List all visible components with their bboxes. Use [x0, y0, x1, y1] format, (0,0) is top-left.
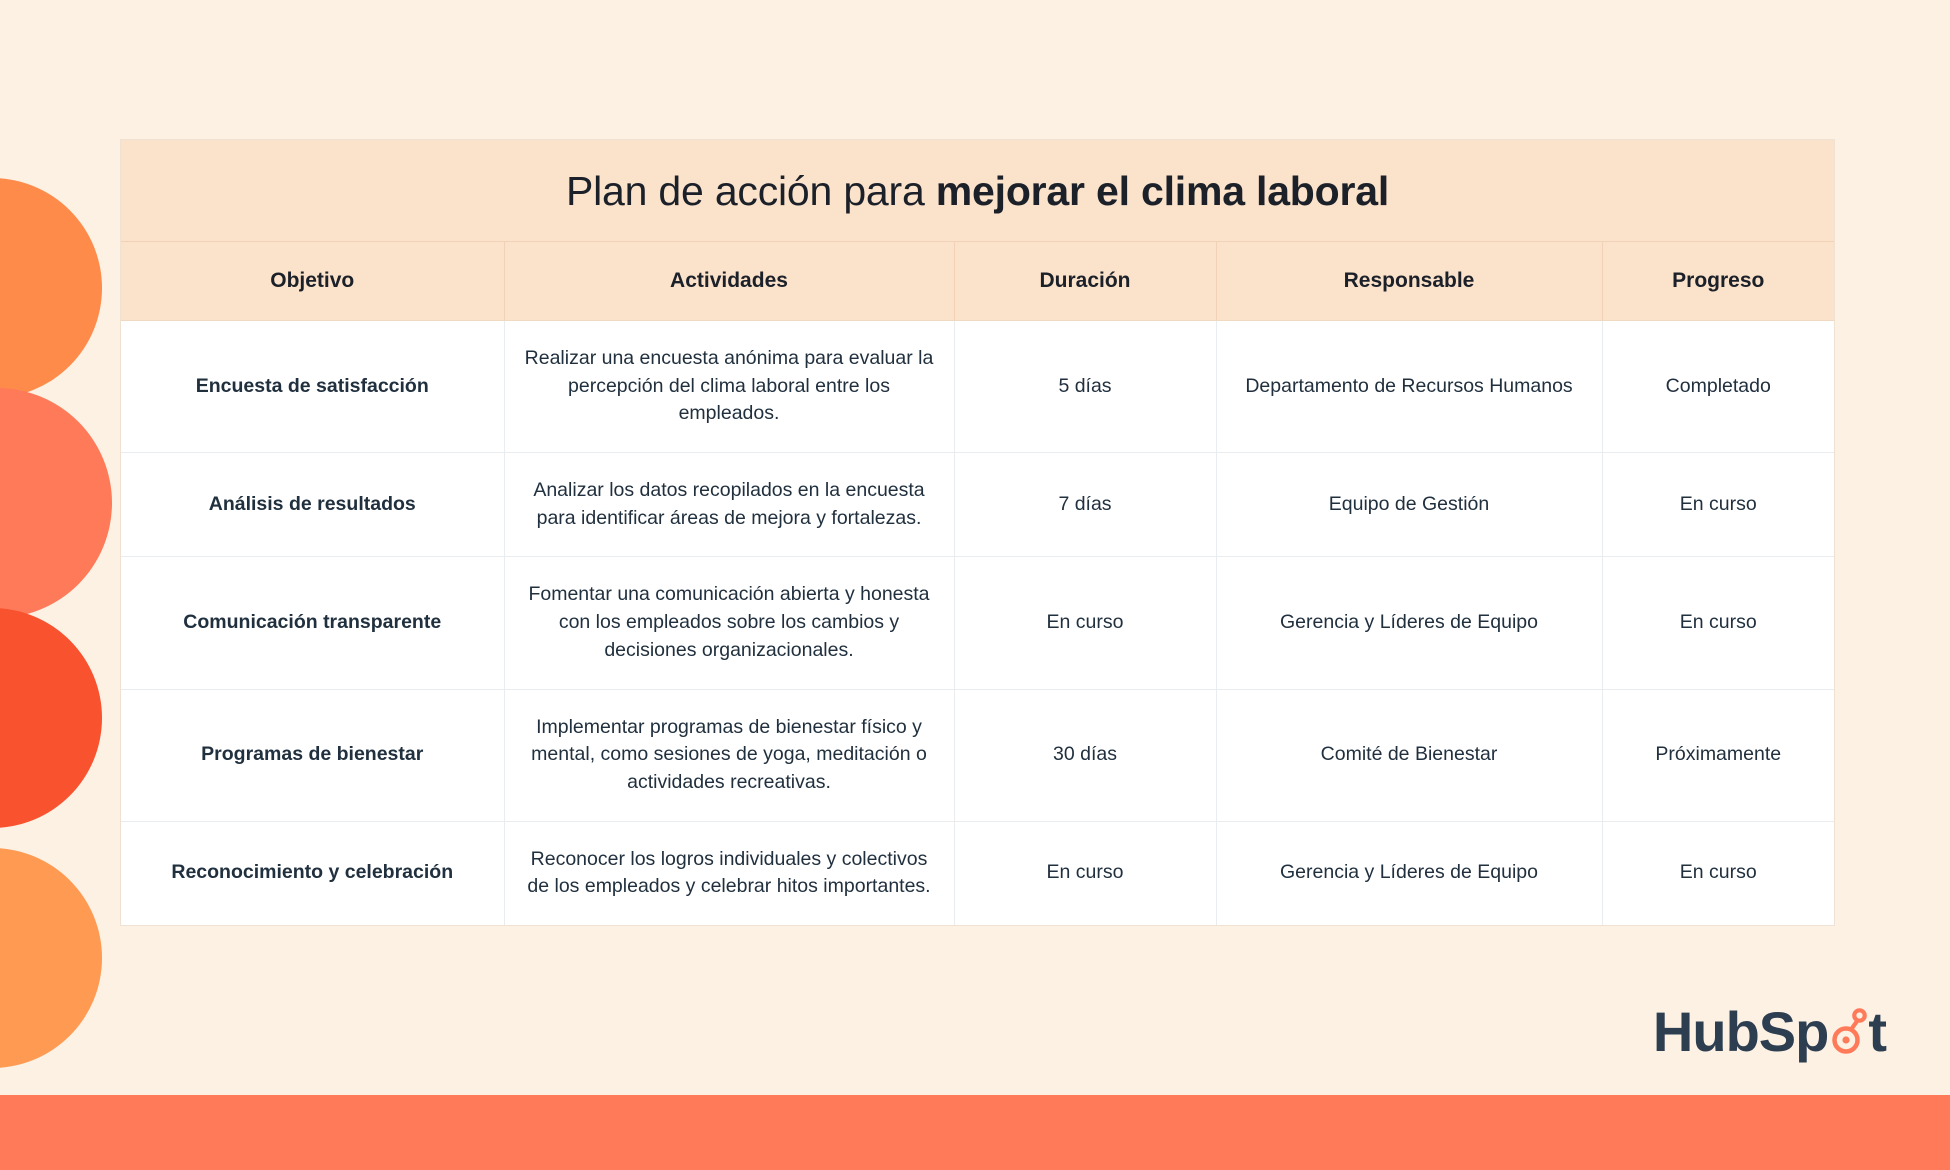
cell-objetivo: Análisis de resultados: [121, 453, 504, 557]
sprocket-icon: [1828, 1004, 1868, 1060]
table-row: [121, 453, 1834, 557]
table-header-row: [121, 242, 1834, 321]
hubspot-logo: [1652, 1000, 1886, 1063]
cell-progreso: En curso: [1602, 557, 1834, 689]
cell-duracion: En curso: [954, 821, 1216, 925]
logo-text-after: t: [1868, 1000, 1886, 1063]
logo-text-before: HubSp: [1652, 1000, 1829, 1063]
cell-progreso: En curso: [1679, 861, 1757, 884]
cell-responsable: Gerencia y Líderes de Equipo: [1216, 557, 1602, 689]
cell-duracion: 30 días: [954, 689, 1216, 821]
cell-progreso: Próximamente: [1602, 689, 1834, 821]
cell-progreso: Completado: [1602, 321, 1834, 453]
cell-responsable: Comité de Bienestar: [1216, 689, 1602, 821]
cell-duracion: 7 días: [954, 453, 1216, 557]
cell-actividades: Analizar los datos recopilados en la encuesta para identificar áreas de mejora y fortalezas.: [504, 453, 954, 557]
cell-progreso: En curso: [1602, 453, 1834, 557]
cell-duracion: En curso: [954, 557, 1216, 689]
cell-objetivo: Programas de bienestar: [121, 689, 504, 821]
cell-responsable: Departamento de Recursos Humanos: [1216, 321, 1602, 453]
table-row: [121, 321, 1834, 453]
page-title-emphasis: mejorar el clima laboral: [935, 168, 1390, 214]
column-header-responsable: Responsable: [1216, 242, 1602, 321]
cell-responsable: Gerencia y Líderes de Equipo: [1216, 821, 1602, 925]
cell-objetivo: Comunicación transparente: [121, 557, 504, 689]
action-plan-table: [121, 242, 1834, 925]
bottom-accent-bar: [0, 1095, 1950, 1170]
page-title: [121, 140, 1834, 242]
cell-actividades: Fomentar una comunicación abierta y honesta con los empleados sobre los cambios y decisiones organizacionales.: [504, 557, 954, 689]
cell-objetivo: Encuesta de satisfacción: [121, 321, 504, 453]
decorative-circle-1: [0, 178, 102, 398]
column-header-actividades: Actividades: [504, 242, 954, 321]
page-title-plain: Plan de acción para: [565, 168, 936, 214]
cell-actividades: Implementar programas de bienestar físico y mental, como sesiones de yoga, meditación o actividades recreativas.: [504, 689, 954, 821]
decorative-circles: [0, 0, 130, 1170]
table-row: [121, 557, 1834, 689]
cell-actividades: Realizar una encuesta anónima para evaluar la percepción del clima laboral entre los empleados.: [504, 321, 954, 453]
cell-objetivo: Reconocimiento y celebración: [121, 821, 504, 925]
column-header-progreso: Progreso: [1602, 242, 1834, 321]
column-header-objetivo: Objetivo: [121, 242, 504, 321]
plan-table-card: [121, 140, 1834, 925]
cell-actividades: Reconocer los logros individuales y colectivos de los empleados y celebrar hitos importantes.: [504, 821, 954, 925]
cell-responsable: Equipo de Gestión: [1216, 453, 1602, 557]
cell-duracion: 5 días: [954, 321, 1216, 453]
column-header-duracion: Duración: [954, 242, 1216, 321]
table-row: [121, 689, 1834, 821]
decorative-circle-2: [0, 388, 112, 618]
decorative-circle-4: [0, 848, 102, 1068]
table-row: [121, 821, 1834, 925]
decorative-circle-3: [0, 608, 102, 828]
